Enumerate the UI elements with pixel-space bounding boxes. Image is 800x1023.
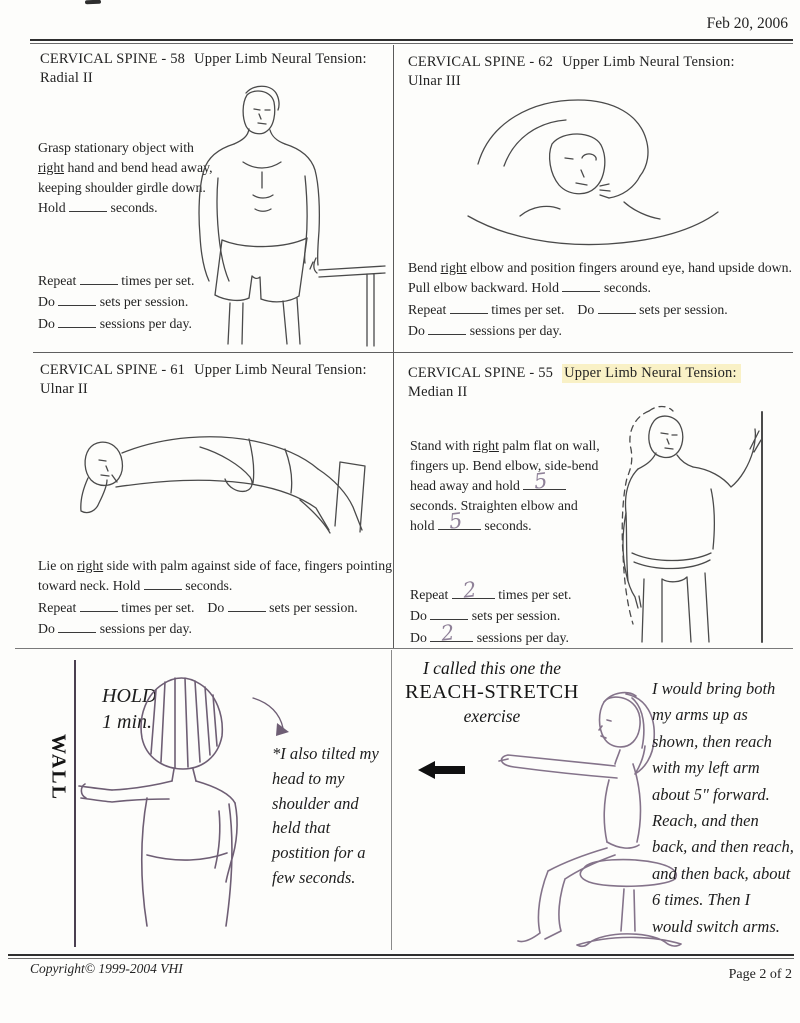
blank-field <box>58 315 96 328</box>
exercise-61-instructions <box>38 556 400 596</box>
instruction-text: palm flat on wall, fingers up. Bend elbow, side-bend head away and hold <box>410 438 600 493</box>
dosage-line: Repeat 2 times per set. <box>410 577 572 603</box>
wall-line <box>74 660 76 947</box>
handwritten-value: 5 <box>447 508 464 534</box>
instruction-text: seconds. <box>181 578 233 593</box>
reach-note: I would bring both my arms up as shown, then reach with my left arm about 5" forward. Reach, and then back, and then reach, and then back, about 6 times. Then I would switch arms. <box>652 679 794 936</box>
scan-artifact <box>85 0 101 4</box>
exercise-55-header <box>408 364 793 402</box>
blank-field <box>58 293 96 306</box>
blank-field-filled <box>523 468 566 494</box>
instruction-text: hand and bend head away, keeping shoulder girdle down. Hold <box>38 160 213 215</box>
blank-field <box>80 272 118 285</box>
instruction-text: elbow and position fingers around eye, hand upside down. Pull elbow backward. Hold <box>408 260 792 295</box>
blank-field-filled <box>430 620 473 646</box>
arm-over-head-illustration <box>462 92 724 262</box>
hold-annotation: HOLD 1 min. <box>102 685 157 733</box>
dosage-line: Do sessions per day. <box>38 315 192 331</box>
dosage-line: Repeat times per set. Do sets per session. <box>408 302 728 317</box>
dosage-line: Do sessions per day. <box>38 621 192 637</box>
exercise-62-variant: Ulnar III <box>408 72 461 89</box>
blank-field-filled <box>438 508 481 534</box>
wall-label: WALL <box>47 734 70 801</box>
blank-field <box>450 301 488 314</box>
exercise-61-variant: Ulnar II <box>40 380 88 397</box>
exercise-61-subtitle: Upper Limb Neural Tension: <box>194 362 367 378</box>
tilt-note: *I also tilted my head to my shoulder and held that postition for a few seconds. <box>272 744 379 887</box>
exercise-62-header <box>408 53 790 91</box>
exercise-62-dosage <box>408 299 798 342</box>
horizontal-divider-bottom <box>15 648 793 649</box>
blank-field <box>58 620 96 633</box>
blank-field <box>428 322 466 335</box>
exercise-55-variant: Median II <box>408 383 468 400</box>
handwritten-value: 5 <box>532 468 550 494</box>
horizontal-divider-mid <box>33 352 793 353</box>
left-arrow-icon <box>418 760 466 780</box>
instruction-text: side with palm against side of face, fingers pointing toward neck. Hold <box>38 558 393 593</box>
blank-field <box>80 599 118 612</box>
exercise-61-dosage <box>38 597 400 640</box>
exercise-61-header <box>40 361 388 399</box>
vertical-divider-bottom <box>391 650 392 950</box>
standing-man-illustration <box>186 82 390 350</box>
dosage-line: Do sessions per day. <box>408 323 562 339</box>
instruction-text: seconds. <box>107 200 158 215</box>
dosage-line: Repeat times per set. Do sets per session. <box>38 600 358 615</box>
blank-field <box>562 279 600 292</box>
footer-copyright: Copyright© 1999-2004 VHI <box>30 961 183 976</box>
exercise-58-subtitle: Upper Limb Neural Tension: <box>194 51 367 67</box>
footer-rule <box>8 954 794 959</box>
exercise-58-title: CERVICAL SPINE - 58 <box>40 51 186 67</box>
blank-field-filled <box>452 577 495 603</box>
exercise-62-instructions <box>408 258 798 298</box>
exercise-62-subtitle: Upper Limb Neural Tension: <box>562 54 735 70</box>
top-rule <box>30 39 793 44</box>
underlined-word: right <box>472 438 499 453</box>
underlined-word: right <box>440 260 467 275</box>
handwritten-value: 2 <box>439 620 457 646</box>
exercise-55-subtitle-highlighted: Upper Limb Neural Tension: <box>562 364 741 383</box>
exercise-62-title: CERVICAL SPINE - 62 <box>408 54 554 70</box>
blank-field <box>430 607 468 620</box>
footer-page-number: Page 2 of 2 <box>728 967 792 982</box>
underlined-word: right <box>77 558 104 573</box>
exercise-61-title: CERVICAL SPINE - 61 <box>40 362 186 378</box>
lying-man-illustration <box>52 408 367 558</box>
exercise-58-variant: Radial II <box>40 69 93 86</box>
instruction-text: seconds. Straighten elbow and hold <box>410 498 578 533</box>
blank-field <box>228 599 266 612</box>
instruction-text: seconds. <box>600 280 652 295</box>
instruction-text: Stand with <box>410 438 473 453</box>
dosage-line: Do sets per session. <box>410 608 561 624</box>
handwritten-value: 2 <box>461 577 478 603</box>
instruction-text: seconds. <box>480 518 532 533</box>
dosage-line: Do 2 sessions per day. <box>410 620 569 646</box>
instruction-text: Bend <box>408 260 441 275</box>
document-date: Feb 20, 2006 <box>706 15 788 32</box>
blank-field <box>69 199 107 212</box>
reach-stretch-heading: I called this one the REACH-STRETCH exercise <box>405 658 579 726</box>
dosage-line: Repeat times per set. <box>38 273 195 288</box>
underlined-word: right <box>38 160 65 175</box>
exercise-55-dosage <box>410 577 650 648</box>
exercise-55-instructions <box>410 436 602 536</box>
blank-field <box>598 301 636 314</box>
dosage-line: Do sets per session. <box>38 294 189 310</box>
exercise-55-title: CERVICAL SPINE - 55 <box>408 365 554 381</box>
blank-field <box>144 577 182 590</box>
instruction-text: Grasp stationary object with <box>38 140 194 155</box>
instruction-text: Lie on <box>38 558 78 573</box>
